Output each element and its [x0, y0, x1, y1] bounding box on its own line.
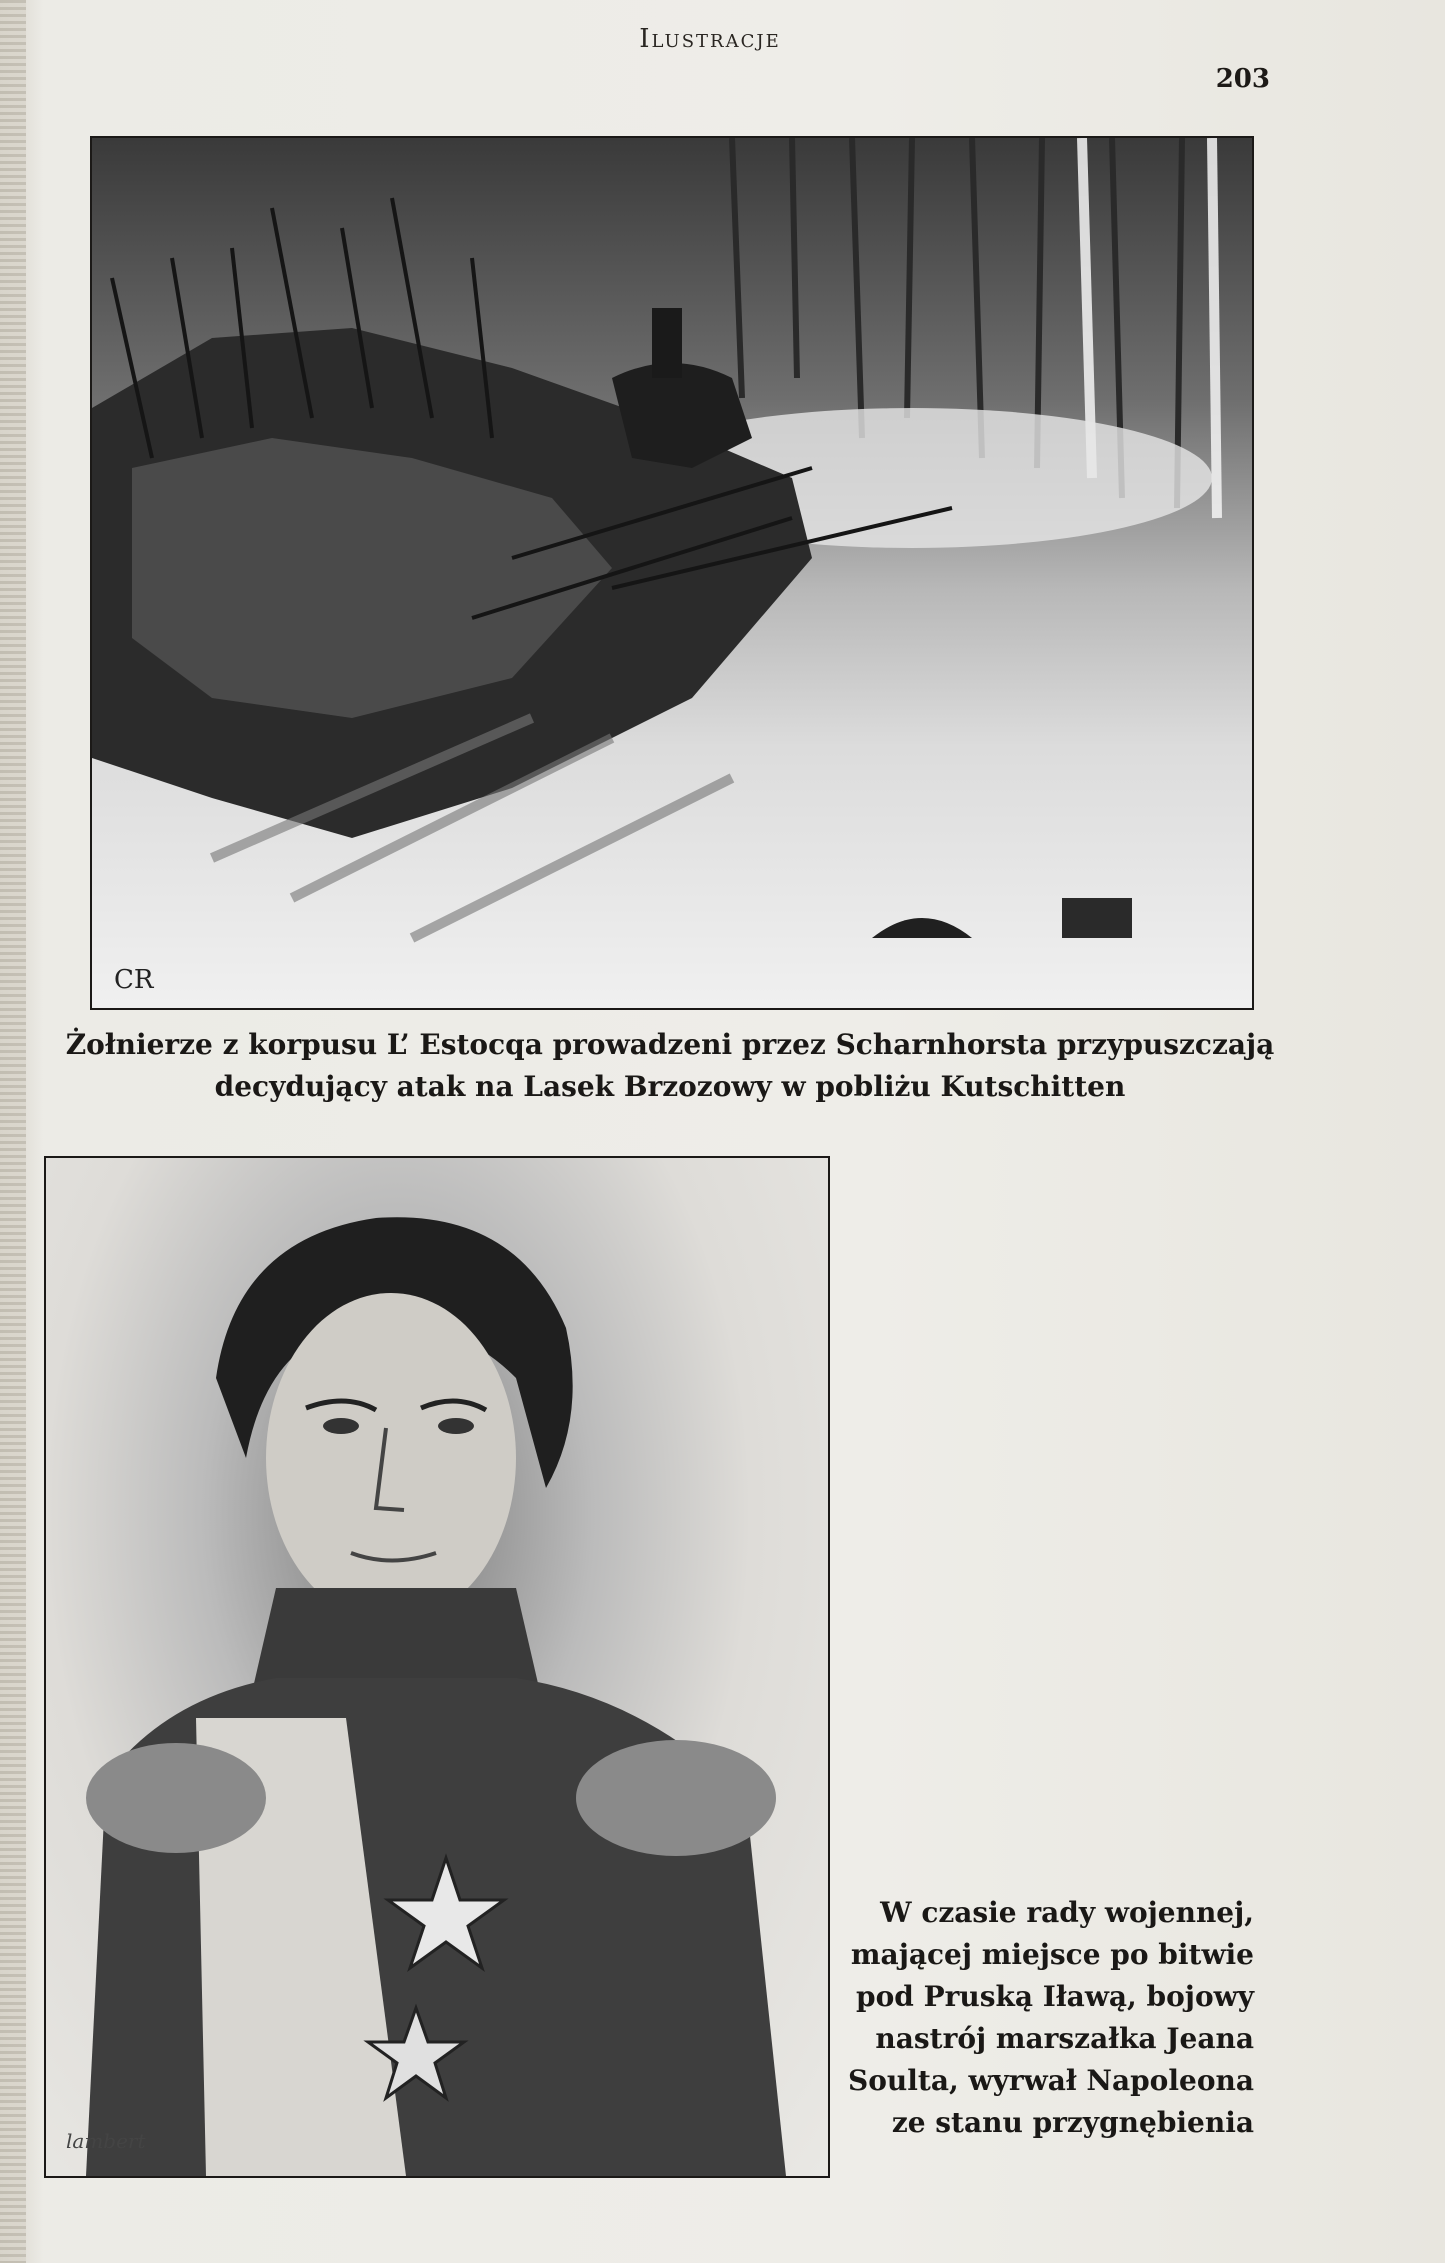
caption-line: nastrój marszałka Jeana: [875, 2022, 1254, 2055]
caption-line: pod Pruską Iławą, bojowy: [856, 1980, 1254, 2013]
caption-line: ze stanu przygnębienia: [891, 2106, 1254, 2139]
caption-line: W czasie rady wojennej,: [880, 1896, 1254, 1929]
figure-2-caption: [830, 1892, 1254, 2144]
running-head: Ilustracje: [639, 24, 781, 54]
page-number: 203: [1215, 64, 1270, 94]
caption-line: decydujący atak na Lasek Brzozowy w pobliżu Kutschitten: [214, 1070, 1126, 1103]
caption-line: Soulta, wyrwał Napoleona: [848, 2064, 1254, 2097]
svg-text:CR: CR: [114, 965, 154, 995]
svg-text:lambert: lambert: [66, 2129, 146, 2153]
portrait-graphic: [46, 1158, 828, 2176]
caption-line: Żołnierze z korpusu L’ Estocqa prowadzeni przez Scharnhorsta przypuszczają: [65, 1028, 1275, 1061]
marshal-portrait-illustration: [44, 1156, 830, 2178]
caption-line: mającej miejsce po bitwie: [850, 1938, 1254, 1971]
page-stack-edge: [0, 0, 26, 2263]
figure-1-caption: [60, 1024, 1280, 1108]
battle-engraving-illustration: [90, 136, 1254, 1010]
battle-scene-graphic: [92, 138, 1252, 1008]
